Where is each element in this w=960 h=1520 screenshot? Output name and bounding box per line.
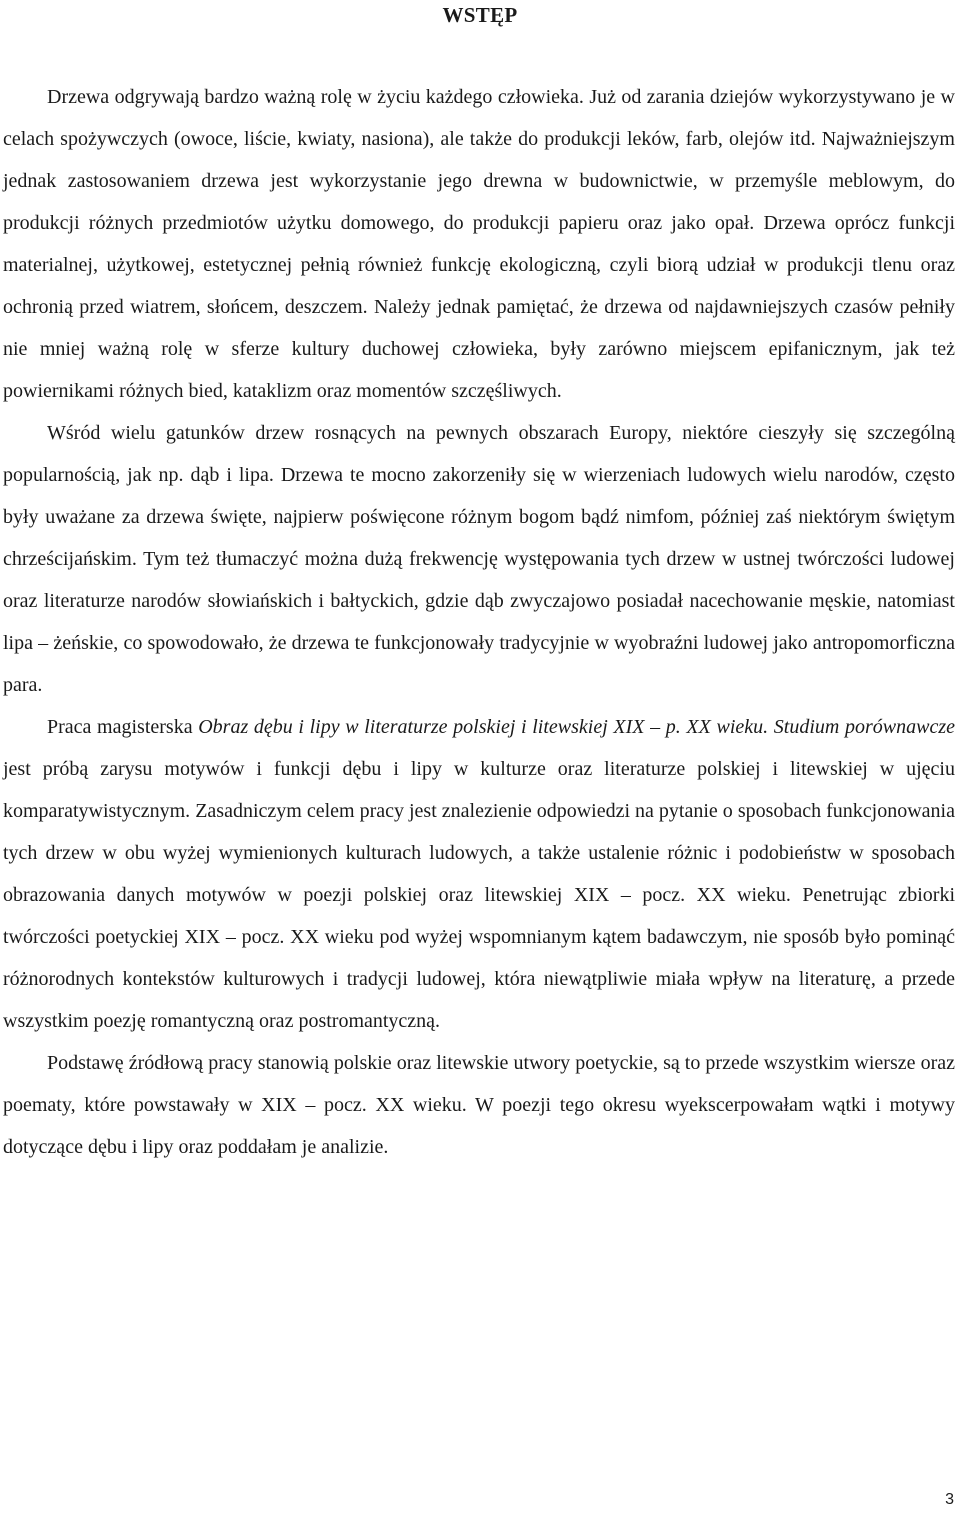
paragraph-3-run-3: jest próbą zarysu motywów i funkcji dębu i lipy w kulturze oraz literaturze polskiej i litewskiej w ujęciu komparatywistycznym. Zasadniczym celem pracy jest znalezienie odpowiedzi na pytanie o sposobach funkcjonowania tych drzew w obu wyżej wymienionych kulturach ludowych, a także ustalenie różnic i podobieństw w sposobach obrazowania danych motywów w poezji polskiej oraz litewskiej XIX – pocz. XX wieku. Penetrując zbiorki twórczości poetyckiej XIX – pocz. XX wieku pod wyżej wspomnianym kątem badawczym, nie sposób było pominąć różnorodnych kontekstów kulturowych i tradycji ludowej, która niewątpliwie miała wpływ na literaturę, a przede wszystkim poezję romantyczną oraz postromantyczną. (3, 758, 955, 1032)
paragraph-1-run-1: Drzewa odgrywają bardzo ważną rolę w życiu każdego człowieka. Już od zarania dziejów wykorzystywano je w celach spożywczych (owoce, liście, kwiaty, nasiona), ale także do produkcji leków, farb, olejów itd. Najważniejszym jednak zastosowaniem drzewa jest wykorzystanie jego drewna w budownictwie, w przemyśle meblowym, do produkcji różnych przedmiotów użytku domowego, do produkcji papieru oraz jako opał. Drzewa oprócz funkcji materialnej, użytkowej, estetycznej pełnią również funkcję ekologiczną, czyli biorą udział w produkcji tlenu oraz ochronią przed wiatrem, słońcem, deszczem. Należy jednak pamiętać, że drzewa od najdawniejszych czasów pełniły nie mniej ważną rolę w sferze kultury duchowej człowieka, były zarówno miejscem epifanicznym, jak też powiernikami różnych bied, kataklizm oraz momentów szczęśliwych. (3, 86, 955, 402)
thesis-title-italic: Obraz dębu i lipy w literaturze polskiej i litewskiej XIX – p. XX wieku. Studium porównawcze (198, 716, 955, 738)
paragraph-3 (3, 706, 955, 1042)
page-number: 3 (945, 1491, 954, 1508)
paragraph-2-run-1: Wśród wielu gatunków drzew rosnących na pewnych obszarach Europy, niektóre cieszyły się szczególną popularnością, jak np. dąb i lipa. Drzewa te mocno zakorzeniły się w wierzeniach ludowych wielu narodów, często były uważane za drzewa święte, najpierw poświęcone różnym bogom bądź nimfom, później zaś niektórym świętym chrześcijańskim. Tym też tłumaczyć można dużą frekwencję występowania tych drzew w ustnej twórczości ludowej oraz literaturze narodów słowiańskich i bałtyckich, gdzie dąb zwyczajowo posiadał nacechowanie męskie, natomiast lipa – żeńskie, co spowodowało, że drzewa te funkcjonowały tradycyjnie w wyobraźni ludowej jako antropomorficzna para. (3, 422, 955, 696)
paragraph-4-run-1: Podstawę źródłową pracy stanowią polskie oraz litewskie utwory poetyckie, są to przede wszystkim wiersze oraz poematy, które powstawały w XIX – pocz. XX wieku. W poezji tego okresu wyekscerpowałam wątki i motywy dotyczące dębu i lipy oraz poddałam je analizie. (3, 1052, 955, 1158)
paragraph-3-run-1: Praca magisterska (47, 716, 199, 738)
paragraph-4 (3, 1042, 955, 1168)
body-text (3, 76, 955, 1168)
paragraph-2 (3, 412, 955, 706)
page-title: WSTĘP (442, 3, 518, 27)
paragraph-1 (3, 76, 955, 412)
